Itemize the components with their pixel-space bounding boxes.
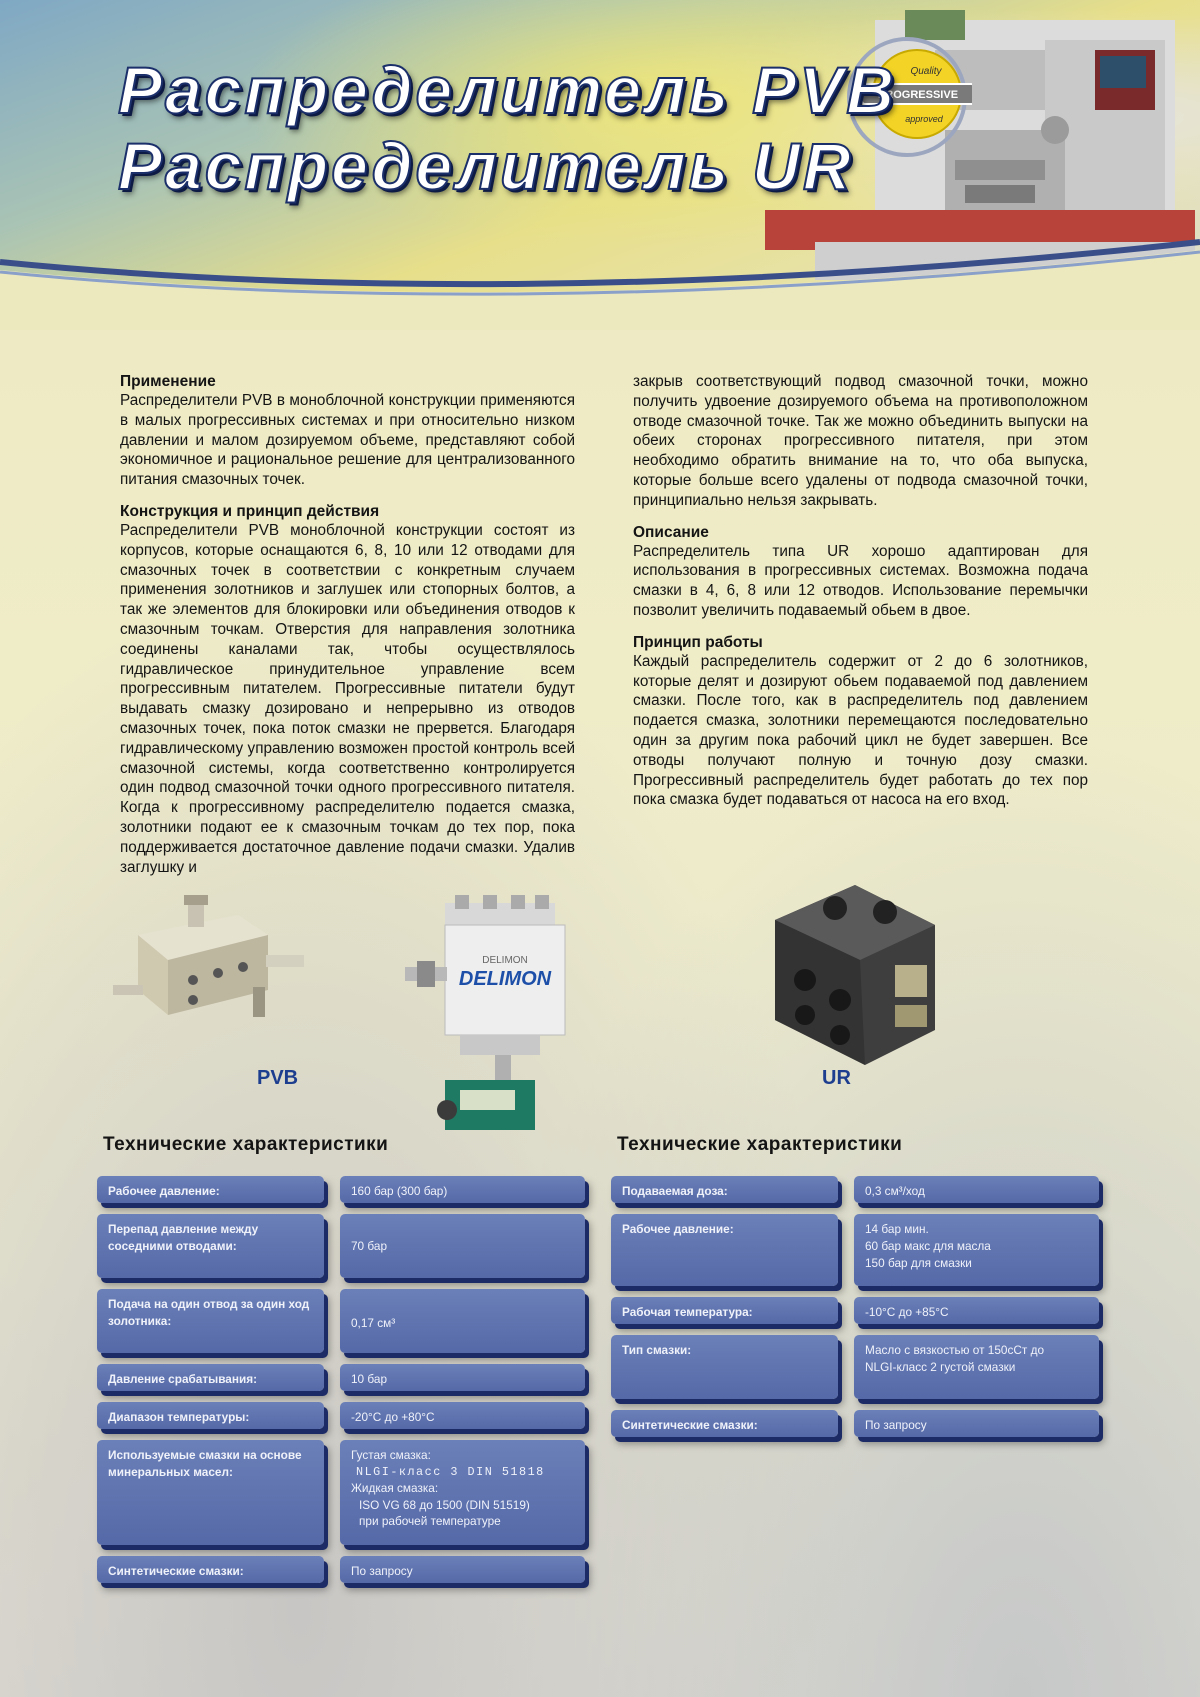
section-text-application: Распределители PVB в моноблочной конструкции применяются в малых прогрессивных системах и при относительно низком давлении и малом дозируемом объеме, представляют собой экономичное и рациональное решение для централизованного питания смазочных точек. [120, 392, 575, 489]
spec-right-value: 0,3 см³/ход [854, 1176, 1099, 1203]
section-text-construction: Распределители PVB моноблочной конструкции состоят из корпусов, которые оснащаются 6, 8, 10 или 12 отводами для смазочных точек в соответствии с конкретным случаем применения золотников и заглушек или стопорных болтов, а так же элементов для блокировки или объединения отводов к смазочным точкам. Отверстия для направления золотника соединены каналами так, чтобы осуществлялось гидравлическое принудительное управление всем прогрессивным питателем. Прогрессивные питатели будут выдавать смазку дозировано и непрерывно из отводов смазочных точек, пока поток смазки не прервется. Благодаря гидравлическому управлению возможен простой контроль всей смазочной системы, когда соответственно контролируется один подвод смазочной точки одного прогрессивного питателя. Когда к прогрессивному распределителю подается смазка, золотники подают ее к смазочным точкам до тех пор, пока поддерживается достаточное давление подачи смазки. Удалив заглушку и [120, 521, 575, 876]
left-text-column [120, 372, 575, 889]
header-banner [0, 0, 1200, 330]
spec-left-value: 70 бар [340, 1214, 585, 1278]
svg-text:PROGRESSIVE: PROGRESSIVE [877, 89, 959, 101]
section-heading-construction: Конструкция и принцип действия [120, 502, 380, 520]
spec-left-label: Рабочее давление: [97, 1176, 324, 1203]
page-title-ur: Распределитель UR [118, 129, 854, 203]
spec-left-value: 0,17 см³ [340, 1289, 585, 1353]
section-text-construction-continued: закрыв соответствующий подвод смазочной точки, можно получить удвоение дозируемого объема на противоположном отводе смазочной точке. Так же можно объединить выпуски на обеих сторонах прогрессивного питателя, при этом необходимо обратить внимание на то, что оба выпуска, которые больше всего удалены от подвода смазочной точки, принципиально нельзя закрывать. [633, 373, 1088, 509]
delimon-small-text: DELIMON [482, 955, 528, 966]
spec-left-label: Подача на один отвод за один ход золотника: [97, 1289, 324, 1353]
pvb-label: PVB [257, 1067, 299, 1089]
section-text-description: Распределитель типа UR хорошо адаптирован для использования в прогрессивных системах. Возможна подача смазки в 4, 6, 8 или 12 отводов. Использование перемычки позволит увеличить подаваемый обьем в двое. [633, 542, 1088, 619]
section-heading-description: Описание [633, 523, 709, 541]
spec-left-label: Давление срабатывания: [97, 1364, 324, 1391]
spec-left-value: 160 бар (300 бар) [340, 1176, 585, 1203]
delimon-distributor-photo [405, 895, 580, 1135]
ur-label: UR [822, 1067, 851, 1089]
section-text-principle: Каждый распределитель содержит от 2 до 6 золотников, которые делят и дозируют обьем подаваемой под давлением смазки. После того, как в распределитель под давлением подается смазка, золотники перемещаются последовательно один за другим пока рабочий цикл не будет завершен. Все отводы получают полную и точную дозу смазки. Прогрессивный распределитель будет работать до тех пор пока смазка будет подаваться от насоса на его вход. [633, 652, 1088, 809]
spec-right-label: Рабочая температура: [611, 1297, 838, 1324]
spec-right-value: По запросу [854, 1410, 1099, 1437]
svg-text:approved: approved [905, 114, 943, 124]
section-heading-principle: Принцип работы [633, 633, 763, 651]
spec-heading-left: Технические характеристики [103, 1134, 389, 1155]
svg-text:Quality: Quality [910, 66, 942, 77]
spec-left-label: Перепад давление между соседними отводами: [97, 1214, 324, 1278]
spec-left-label: Синтетические смазки: [97, 1556, 324, 1583]
spec-left-value: Густая смазка: NLGI-класс 3 DIN 51818 Жидкая смазка: ISO VG 68 до 1500 (DIN 51519) при рабочей температуре [340, 1440, 585, 1545]
page-title-pvb: Распределитель PVB [118, 53, 897, 127]
ur-distributor-photo [745, 880, 955, 1070]
spec-right-label: Синтетические смазки: [611, 1410, 838, 1437]
spec-left-value: 10 бар [340, 1364, 585, 1391]
spec-heading-right: Технические характеристики [617, 1134, 903, 1155]
spec-left-value: -20°C до +80°C [340, 1402, 585, 1429]
spec-left-value: По запросу [340, 1556, 585, 1583]
spec-left-label: Диапазон температуры: [97, 1402, 324, 1429]
spec-right-label: Рабочее давление: [611, 1214, 838, 1286]
spec-right-label: Подаваемая доза: [611, 1176, 838, 1203]
spec-right-value: 14 бар мин. 60 бар макс для масла 150 бар для смазки [854, 1214, 1099, 1286]
section-heading-application: Применение [120, 373, 216, 390]
spec-right-value: Масло с вязкостью от 150cСт до NLGI-класс 2 густой смазки [854, 1335, 1099, 1399]
spec-left-label: Используемые смазки на основе минеральных масел: [97, 1440, 324, 1545]
delimon-logo: DELIMON [458, 968, 552, 990]
pvb-distributor-photo [108, 895, 308, 1035]
right-text-column [633, 372, 1088, 822]
spec-right-label: Тип смазки: [611, 1335, 838, 1399]
spec-right-value: -10°C до +85°C [854, 1297, 1099, 1324]
